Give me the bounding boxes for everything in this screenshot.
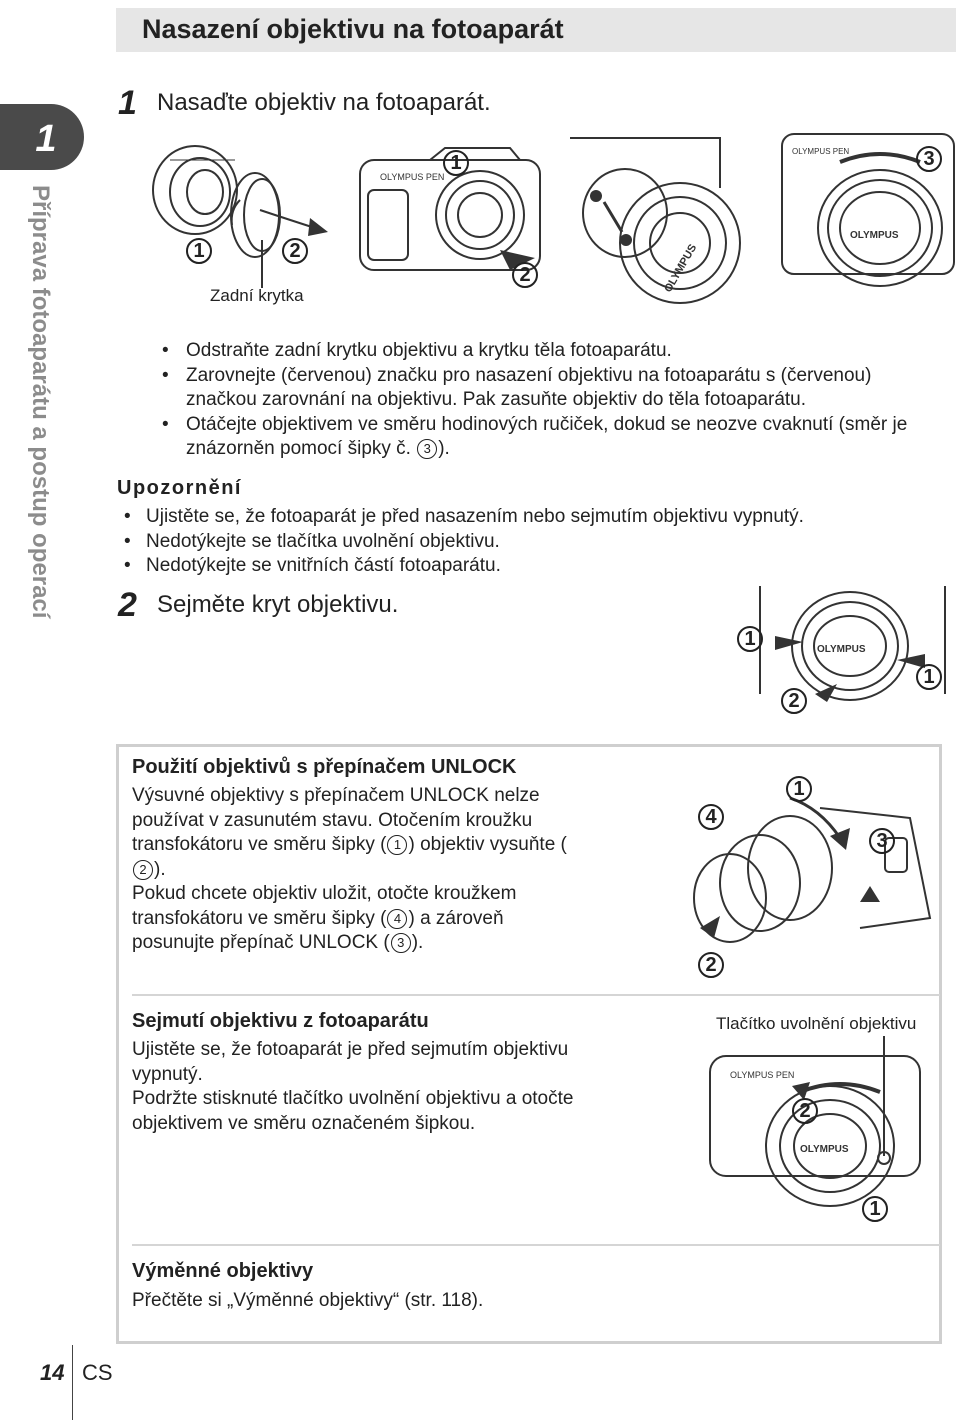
lens-brand-label-3: OLYMPUS — [817, 644, 866, 655]
chapter-caption: Příprava fotoaparátu a postup operací — [27, 185, 54, 619]
bullet-suffix: ). — [438, 438, 450, 459]
ref-marker: 2 — [133, 860, 153, 880]
step-1-bullets — [160, 339, 940, 462]
step-2-text: Sejměte kryt objektivu. — [157, 591, 399, 618]
lens-alignment-figure — [570, 128, 760, 308]
interchangeable-text: Přečtěte si „Výměnné objektivy“ (str. 118). — [132, 1290, 484, 1311]
camera-model-label: OLYMPUS PEN — [380, 172, 445, 182]
list-item: • Odstraňte zadní krytku objektivu a krytku těla fotoaparátu. — [160, 339, 940, 364]
lens-brand-label-4: OLYMPUS — [800, 1144, 849, 1155]
bullet-text: Otáčejte objektivem ve směru hodinových ručiček, dokud se neozve cvaknutí (směr je znázorněn pomocí šipky č. — [186, 413, 908, 459]
marker-2c: 2 — [781, 688, 807, 714]
marker-2e: 2 — [792, 1098, 818, 1124]
marker-1e: 1 — [786, 776, 812, 802]
page-title: Nasazení objektivu na fotoaparát — [142, 14, 564, 44]
rear-cap-caption: Zadní krytka — [210, 286, 304, 305]
lens-brand-label-2: OLYMPUS — [850, 230, 899, 241]
camera-model-label-3: OLYMPUS PEN — [730, 1070, 795, 1080]
lens-brand-label: OLYMPUS — [662, 242, 700, 295]
unlock-paragraph-1 — [132, 784, 582, 882]
text-run: ). — [154, 858, 166, 880]
marker-1f: 1 — [862, 1196, 888, 1222]
text-run: ). — [411, 932, 424, 953]
marker-2b: 2 — [512, 262, 538, 288]
step-1-text: Nasaďte objektiv na fotoaparát. — [157, 89, 491, 116]
section-divider — [132, 994, 940, 996]
camera-model-label-2: OLYMPUS PEN — [792, 147, 850, 156]
remove-title: Sejmutí objektivu z fotoaparátu — [132, 1010, 429, 1032]
chapter-number: 1 — [35, 118, 57, 160]
text-run: Výsuvné objektivy s přepínačem UNLOCK nelze používat v zasunutém stavu. Otočením kroužku transfokátoru ve směru šipky ( — [132, 785, 540, 855]
marker-3b: 3 — [869, 828, 895, 854]
release-button-caption: Tlačítko uvolnění objektivu — [716, 1014, 917, 1033]
marker-1c: 1 — [737, 626, 763, 652]
ref-marker: 3 — [417, 439, 437, 459]
interchangeable-title: Výměnné objektivy — [132, 1260, 314, 1282]
unlock-title: Použití objektivů s přepínačem UNLOCK — [132, 756, 517, 778]
text-run: ) objektiv vysuňte ( — [408, 834, 567, 855]
marker-2: 2 — [282, 238, 308, 264]
camera-release-figure — [700, 1036, 940, 1226]
marker-1: 1 — [186, 238, 212, 264]
ref-marker: 1 — [387, 835, 407, 855]
marker-4: 4 — [698, 804, 724, 830]
marker-1d: 1 — [916, 664, 942, 690]
list-item: • Zarovnejte (červenou) značku pro nasazení objektivu na fotoaparátu s (červenou) značkou zarovnání na objektivu. Pak zasuňte objektiv do těla fotoaparátu. — [160, 364, 940, 413]
step-1-number: 1 — [118, 84, 137, 122]
section-divider-2 — [132, 1244, 940, 1246]
step-2-number: 2 — [118, 586, 137, 624]
remove-paragraph-1: Ujistěte se, že fotoaparát je před sejmutím objektivu vypnutý. — [132, 1039, 569, 1085]
marker-3: 3 — [916, 146, 942, 172]
remove-text — [132, 1038, 602, 1136]
page-language: CS — [82, 1360, 113, 1385]
list-item: • Nedotýkejte se tlačítka uvolnění objektivu. — [122, 530, 922, 555]
chapter-caption-wrap — [24, 185, 54, 665]
list-item — [160, 413, 940, 462]
text-run: ) a zároveň posunujte přepínač UNLOCK ( — [132, 907, 504, 953]
marker-1b: 1 — [443, 150, 469, 176]
unlock-paragraph-2 — [132, 882, 582, 956]
ref-marker: 4 — [387, 909, 407, 929]
warning-title: Upozornění — [117, 477, 242, 499]
footer-rule — [72, 1345, 73, 1420]
remove-paragraph-2: Podržte stisknuté tlačítko uvolnění objektivu a otočte objektivem ve směru označeném šipkou. — [132, 1088, 574, 1134]
ref-marker: 3 — [391, 933, 411, 953]
list-item: • Ujistěte se, že fotoaparát je před nasazením nebo sejmutím objektivu vypnutý. — [122, 505, 922, 530]
page-number: 14 — [40, 1360, 65, 1385]
unlock-text — [132, 784, 582, 956]
lens-rear-cap-figure — [140, 140, 340, 310]
warning-list — [122, 505, 922, 579]
list-item: • Nedotýkejte se vnitřních částí fotoaparátu. — [122, 554, 922, 579]
marker-2d: 2 — [698, 952, 724, 978]
text-run: Pokud chcete objektiv uložit, otočte kroužkem transfokátoru ve směru šipky ( — [132, 883, 517, 929]
